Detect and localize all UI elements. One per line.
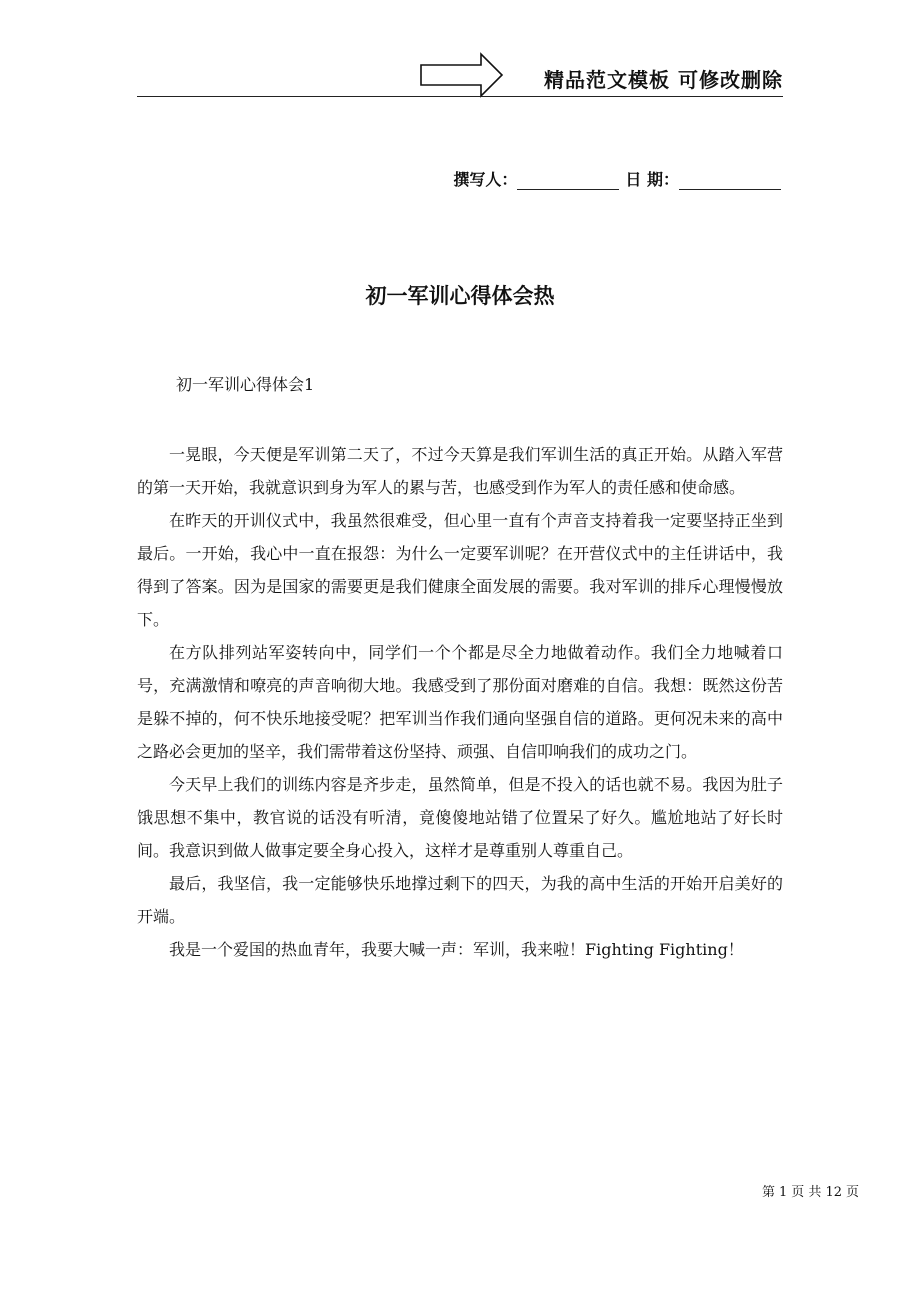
date-label: 日 期：: [625, 170, 679, 189]
header-divider: [137, 96, 783, 97]
section-subtitle: 初一军训心得体会1: [176, 375, 315, 394]
footer-suffix: 页: [845, 1185, 859, 1200]
document-title: 初一军训心得体会热: [365, 284, 555, 308]
paragraph-5: 最后，我坚信，我一定能够快乐地撑过剩下的四天，为我的高中生活的开始开启美好的开端。: [137, 874, 783, 926]
page-number-footer: [760, 1181, 861, 1200]
footer-prefix: 第: [762, 1185, 776, 1200]
author-label: 撰写人：: [453, 170, 518, 189]
date-field[interactable]: [679, 172, 781, 190]
right-arrow-icon: [419, 51, 505, 99]
paragraph-6: 我是一个爱国的热血青年，我要大喊一声：军训，我来啦！Fighting Fighting！: [169, 940, 744, 959]
current-page-number: 1: [779, 1185, 788, 1200]
paragraph-1: 一晃眼，今天便是军训第二天了，不过今天算是我们军训生活的真正开始。从踏入军营的第一天开始，我就意识到身为军人的累与苦，也感受到作为军人的责任感和使命感。: [137, 445, 783, 497]
paragraph-3: 在方队排列站军姿转向中，同学们一个个都是尽全力地做着动作。我们全力地喊着口号，充满激情和嘹亮的声音响彻大地。我感受到了那份面对磨难的自信。我想：既然这份苦是躲不掉的，何不快乐地接受呢？把军训当作我们通向坚强自信的道路。更何况未来的高中之路必会更加的坚辛，我们需带着这份坚持、顽强、自信叩响我们的成功之门。: [137, 643, 783, 761]
footer-middle: 页 共: [791, 1185, 822, 1200]
body-text: [137, 438, 783, 966]
author-date-row: [453, 167, 781, 190]
total-pages-number: 12: [825, 1185, 842, 1200]
header-text: 精品范文模板 可修改删除: [544, 68, 783, 92]
paragraph-2: 在昨天的开训仪式中，我虽然很难受，但心里一直有个声音支持着我一定要坚持正坐到最后。一开始，我心中一直在报怨：为什么一定要军训呢？在开营仪式中的主任讲话中，我得到了答案。因为是国家的需要更是我们健康全面发展的需要。我对军训的排斥心理慢慢放下。: [137, 511, 783, 629]
paragraph-4: 今天早上我们的训练内容是齐步走，虽然简单，但是不投入的话也就不易。我因为肚子饿思想不集中，教官说的话没有听清，竟傻傻地站错了位置呆了好久。尴尬地站了好长时间。我意识到做人做事定要全身心投入，这样才是尊重别人尊重自己。: [137, 775, 783, 860]
author-field[interactable]: [517, 172, 619, 190]
